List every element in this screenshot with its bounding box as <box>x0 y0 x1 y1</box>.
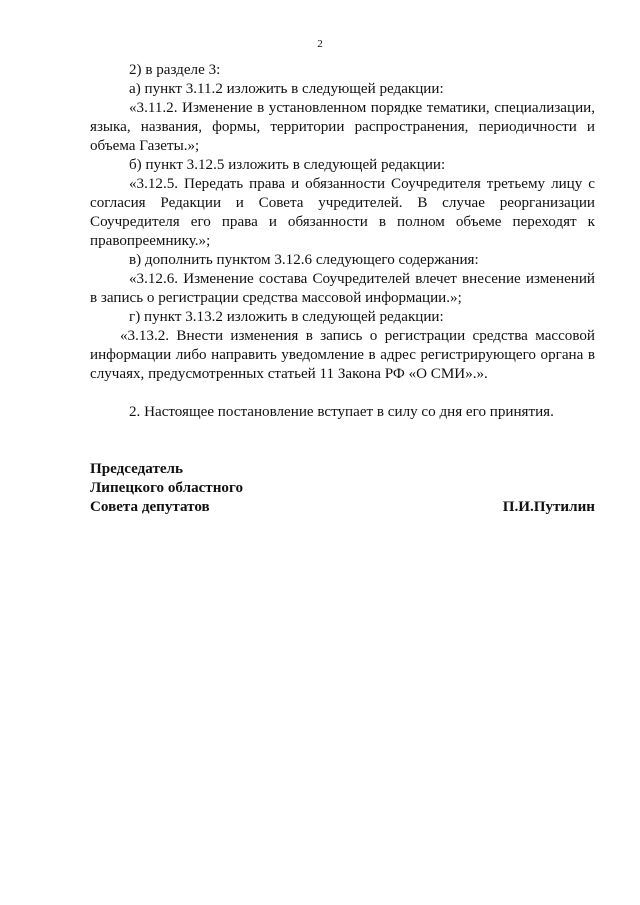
amendment-text-3-11-2: «3.11.2. Изменение в установленном порядке тематики, специализации, языка, названия, формы, территории распространения, периодичности и объема Газеты.»; <box>90 100 595 154</box>
amendment-text-3-12-5: «3.12.5. Передать права и обязанности Соучредителя третьему лицу с согласия Редакции и Совета учредителей. В случае реорганизации Соучредителя его права и обязанности в полном объеме переходят к правопреемнику.»; <box>90 176 595 249</box>
signer-title-line-1: Председатель <box>90 461 184 477</box>
amendment-item-a: а) пункт 3.11.2 изложить в следующей редакции: <box>129 81 444 97</box>
signer-title-line-3: Совета депутатов <box>90 499 210 515</box>
amendment-text-3-12-6: «3.12.6. Изменение состава Соучредителей влечет внесение изменений в запись о регистрации средства массовой информации.»; <box>90 271 595 306</box>
section-heading: 2) в разделе 3: <box>129 62 221 78</box>
amendment-item-v: в) дополнить пунктом 3.12.6 следующего содержания: <box>129 252 479 268</box>
signer-name: П.И.Путилин <box>502 499 595 515</box>
signature-row <box>90 498 595 517</box>
page-number: 2 <box>317 38 323 50</box>
amendment-item-b: б) пункт 3.12.5 изложить в следующей редакции: <box>129 157 446 173</box>
document-body <box>90 61 595 422</box>
amendment-item-g: г) пункт 3.13.2 изложить в следующей редакции: <box>129 309 444 325</box>
signature-block <box>90 460 595 517</box>
amendment-text-3-13-2: «3.13.2. Внести изменения в запись о регистрации средства массовой информации либо направить уведомление в адрес регистрирующего органа в случаях, предусмотренных статьей 11 Закона РФ «О СМИ».». <box>90 328 595 382</box>
effective-date-clause: 2. Настоящее постановление вступает в силу со дня его принятия. <box>129 404 554 420</box>
signer-title-line-2: Липецкого областного <box>90 480 243 496</box>
